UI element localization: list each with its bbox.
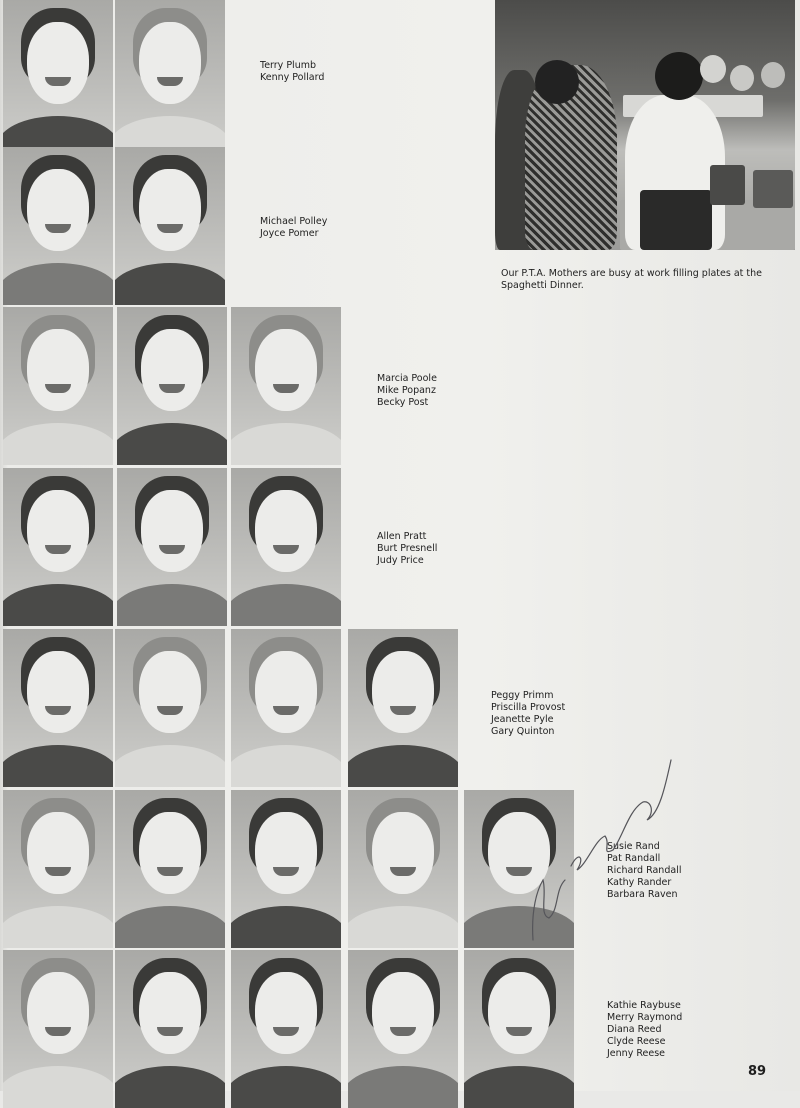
student-name: Burt Presnell	[377, 543, 438, 554]
student-portrait	[117, 307, 227, 465]
student-name: Diana Reed	[607, 1024, 662, 1035]
student-portrait	[3, 629, 113, 787]
student-name: Mike Popanz	[377, 385, 436, 396]
student-name: Priscilla Provost	[491, 702, 566, 713]
student-name: Jeanette Pyle	[491, 714, 554, 725]
page-number: 89	[748, 1064, 767, 1079]
student-name: Merry Raymond	[607, 1012, 683, 1023]
student-name: Terry Plumb	[260, 60, 316, 71]
student-name: Clyde Reese	[607, 1036, 666, 1047]
student-portrait	[3, 0, 113, 158]
student-portrait	[3, 307, 113, 465]
student-name: Gary Quinton	[491, 726, 555, 737]
student-portrait	[464, 950, 574, 1108]
student-names	[491, 690, 565, 738]
student-names	[260, 60, 324, 84]
student-name: Michael Polley	[260, 216, 328, 227]
photo-caption: Our P.T.A. Mothers are busy at work filling plates at the Spaghetti Dinner.	[501, 268, 762, 291]
student-names	[607, 1000, 682, 1060]
student-name: Pat Randall	[607, 853, 661, 864]
student-name: Jenny Reese	[607, 1048, 665, 1059]
student-name: Kathy Rander	[607, 877, 672, 888]
student-name: Marcia Poole	[377, 373, 437, 384]
student-portrait	[3, 790, 113, 948]
student-portrait	[115, 0, 225, 158]
student-name: Barbara Raven	[607, 889, 678, 900]
student-portrait	[231, 629, 341, 787]
student-name: Joyce Pomer	[260, 228, 319, 239]
student-portrait	[348, 629, 458, 787]
student-names	[377, 373, 437, 409]
student-portrait	[348, 950, 458, 1108]
student-portrait	[115, 629, 225, 787]
student-portrait	[115, 790, 225, 948]
student-portrait	[115, 147, 225, 305]
student-portrait	[3, 147, 113, 305]
student-names	[260, 216, 327, 240]
student-portrait	[3, 950, 113, 1108]
student-name: Peggy Primm	[491, 690, 554, 701]
student-portrait	[231, 468, 341, 626]
student-names	[377, 531, 437, 567]
student-portrait	[348, 790, 458, 948]
student-portrait	[3, 468, 113, 626]
student-portrait	[231, 790, 341, 948]
student-name: Allen Pratt	[377, 531, 427, 542]
event-photo	[495, 0, 795, 250]
student-name: Richard Randall	[607, 865, 682, 876]
student-portrait	[231, 307, 341, 465]
student-portrait	[117, 468, 227, 626]
student-name: Susie Rand	[607, 841, 660, 852]
student-name: Becky Post	[377, 397, 429, 408]
student-name: Judy Price	[377, 555, 424, 566]
student-name: Kenny Pollard	[260, 72, 325, 83]
student-portrait	[231, 950, 341, 1108]
handwritten-signature	[525, 740, 685, 950]
student-name: Kathie Raybuse	[607, 1000, 681, 1011]
student-portrait	[115, 950, 225, 1108]
